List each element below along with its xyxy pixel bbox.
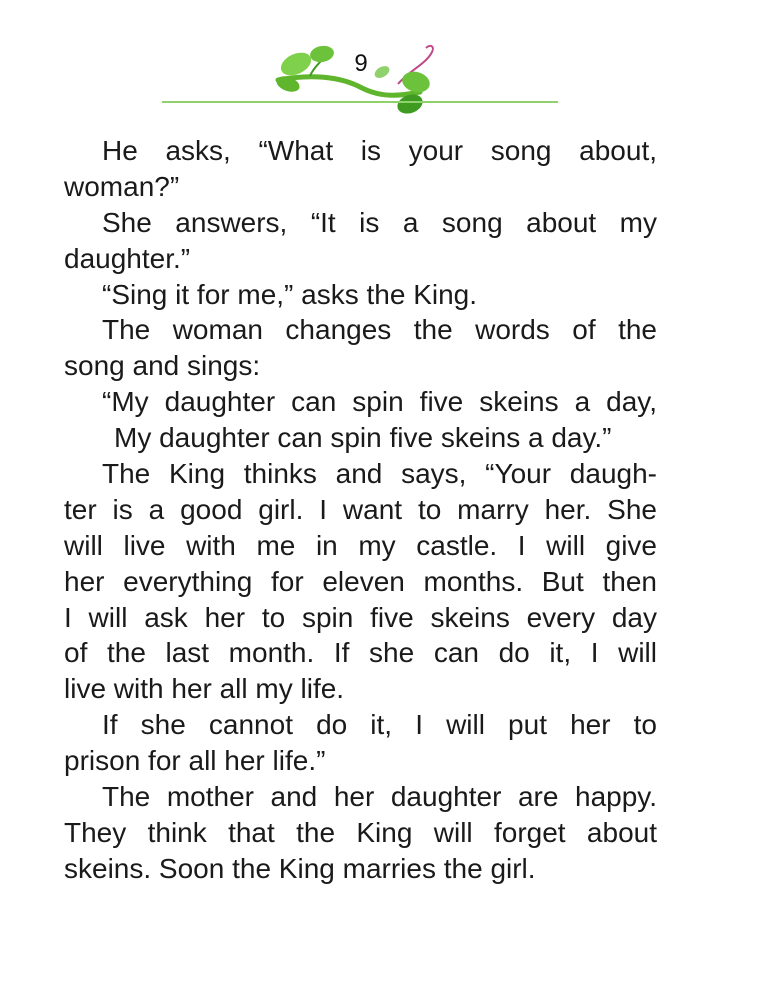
text-line: song and sings: <box>64 350 261 382</box>
text-line: skeins. Soon the King marries the girl. <box>64 852 536 884</box>
text-line: woman?” <box>64 170 180 202</box>
page-number: 9 <box>354 50 368 77</box>
page-header <box>0 0 762 130</box>
text-line: He asks, “What is your song about, <box>102 135 657 166</box>
text-line: daughter.” <box>64 242 191 274</box>
text-line: The King thinks and says, “Your daugh- <box>102 458 657 490</box>
text-line: will live with me in my castle. I will give <box>64 529 657 561</box>
leaf-left-2 <box>309 44 335 64</box>
story-text <box>64 133 657 887</box>
text-line: I will ask her to spin five skeins every day <box>64 601 657 633</box>
text-line: She answers, “It is a song about my <box>102 206 657 238</box>
header-rule <box>162 101 558 103</box>
leaf-right-1 <box>400 69 432 96</box>
text-line: If she cannot do it, I will put her to <box>102 709 657 741</box>
text-line: My daughter can spin five skeins a day.” <box>114 422 612 454</box>
text-line: of the last month. If she can do it, I will <box>64 637 657 669</box>
text-line: The woman changes the words of the <box>102 314 657 346</box>
text-line: The mother and her daughter are happy. <box>102 781 657 813</box>
text-line: “My daughter can spin five skeins a day, <box>102 386 657 418</box>
text-line: her everything for eleven months. But then <box>64 565 657 597</box>
text-line: They think that the King will forget about <box>64 816 657 848</box>
text-line: ter is a good girl. I want to marry her. She <box>64 493 657 525</box>
text-line: live with her all my life. <box>64 673 345 705</box>
text-line: prison for all her life.” <box>64 745 326 777</box>
text-line: “Sing it for me,” asks the King. <box>102 278 478 310</box>
